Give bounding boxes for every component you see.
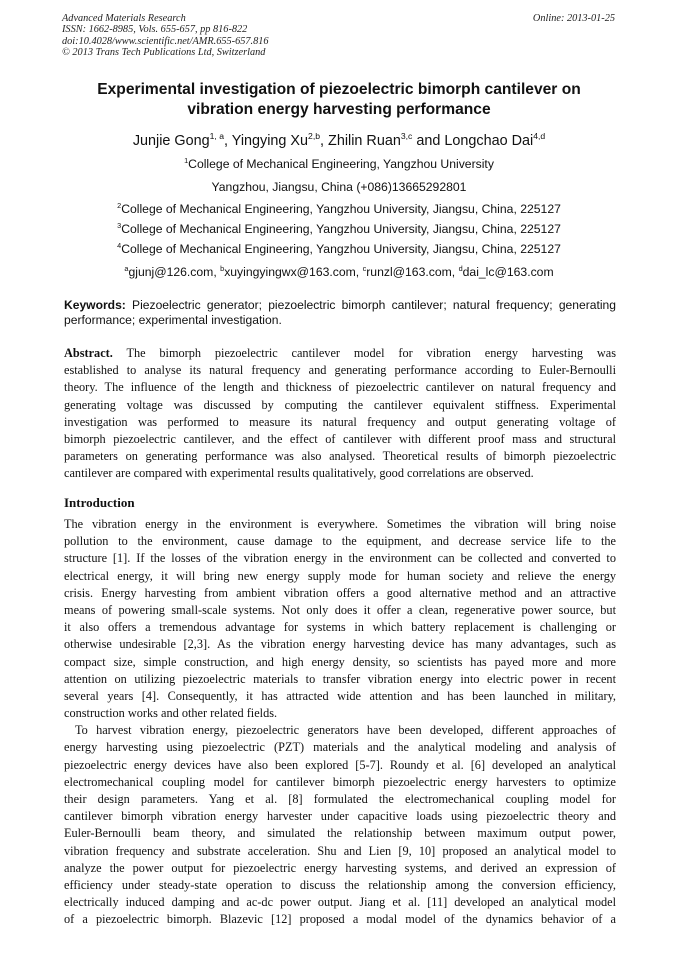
email-address: gjunj@126.com bbox=[128, 265, 214, 279]
journal-name: Advanced Materials Research bbox=[62, 13, 186, 24]
author-sep: and bbox=[412, 133, 445, 149]
abstract-line: cantilever are compared with experimental results qualitatively, good correlations are observed. bbox=[64, 466, 534, 481]
intro-line: The vibration energy in the environment is everywhere. Sometimes the vibration will bring noise bbox=[64, 517, 616, 531]
keywords-text: Piezoelectric generator; piezoelectric bimorph cantilever; natural frequency; generating performance; experimental investigation. bbox=[64, 298, 616, 328]
aff-text: College of Mechanical Engineering, Yangzhou University, Jiangsu, China, 225127 bbox=[121, 242, 561, 256]
email-address: xuyingyingwx@163.com bbox=[224, 265, 356, 279]
journal-header bbox=[62, 13, 269, 59]
intro-line: efficiency under steady-state operation to discuss the relationship among the conversion efficiency, bbox=[64, 877, 616, 892]
abstract-text: The bimorph piezoelectric cantilever model for vibration energy harvesting was bbox=[112, 346, 616, 360]
author-sup: 2,b bbox=[308, 130, 321, 141]
aff-text: College of Mechanical Engineering, Yangzhou University bbox=[188, 157, 494, 171]
email-sup: b bbox=[220, 263, 225, 273]
aff-text: College of Mechanical Engineering, Yangzhou University, Jiangsu, China, 225127 bbox=[121, 222, 561, 236]
abstract-paragraph bbox=[64, 345, 616, 483]
author-sup: 4,d bbox=[533, 130, 546, 141]
intro-line: electrically induced damping and ac-dc power output. Jiang et al. [11] developed an analytical model bbox=[64, 895, 616, 910]
intro-line: their design parameters. Yang et al. [8] formulated the electromechanical coupling model for bbox=[64, 792, 616, 806]
author-list bbox=[62, 132, 616, 150]
intro-line: construction works and other related fields. bbox=[64, 706, 278, 721]
abstract-line bbox=[64, 345, 616, 362]
copyright-line: © 2013 Trans Tech Publications Ltd, Switzerland bbox=[62, 47, 266, 59]
intro-line: energy harvesting using piezoelectric (PZT) materials and the analytical modeling and analysis of bbox=[64, 740, 616, 755]
keywords-paragraph bbox=[64, 298, 616, 328]
email-sup: c bbox=[362, 263, 367, 273]
email-address: runzl@163.com bbox=[366, 265, 452, 279]
author-name: Zhilin Ruan bbox=[328, 133, 401, 149]
affiliation-3 bbox=[62, 222, 616, 237]
doi-line: doi:10.4028/www.scientific.net/AMR.655-657.816 bbox=[62, 35, 269, 47]
intro-line: pollution to the environment, cause damage to the equipment, and decrease service life to the bbox=[64, 534, 616, 549]
email-sup: a bbox=[124, 263, 129, 273]
email-list bbox=[62, 265, 616, 280]
aff-sup: 1 bbox=[184, 155, 189, 165]
title-line-1: Experimental investigation of piezoelectric bimorph cantilever on bbox=[97, 81, 581, 98]
intro-line: means of powering small-scale systems. Not only does it offer a clean, regenerative power source, but bbox=[64, 602, 616, 617]
section-heading-introduction: Introduction bbox=[64, 495, 135, 510]
intro-line: To harvest vibration energy, piezoelectric generators have been developed, different approaches of bbox=[75, 723, 616, 738]
issn-line: ISSN: 1662-8985, Vols. 655-657, pp 816-822 bbox=[62, 24, 248, 36]
abstract-line: bimorph piezoelectric cantilever, and the effect of cantilever with different proof mass and structural bbox=[64, 431, 616, 446]
keywords-label: Keywords: bbox=[64, 298, 126, 312]
intro-line: cantilever bimorph vibration energy harvester under capacitive loads using piezoelectric theory and bbox=[64, 809, 616, 824]
intro-line: it also offers a tremendous advantage for systems in which battery replacement is challenging or bbox=[64, 620, 616, 635]
affiliation-1 bbox=[62, 157, 616, 172]
paper-title bbox=[62, 80, 616, 120]
author-name: Yingying Xu bbox=[231, 133, 309, 149]
author-sep: , bbox=[320, 133, 329, 149]
abstract-label: Abstract. bbox=[64, 346, 113, 360]
email-sep: , bbox=[451, 265, 459, 279]
intro-line: electrical energy, it will bring new energy supply mode for human society and relieve the energy bbox=[64, 568, 616, 583]
affiliation-4 bbox=[62, 242, 616, 257]
introduction-body bbox=[64, 516, 616, 929]
aff-text: College of Mechanical Engineering, Yangzhou University, Jiangsu, China, 225127 bbox=[121, 202, 561, 216]
email-sup: d bbox=[458, 263, 463, 273]
intro-line: of a piezoelectric bimorph. Blazevic [12] proposed a modal model of the dynamics behavior of a bbox=[64, 912, 616, 927]
aff-sup: 2 bbox=[117, 200, 122, 210]
aff-sup: 3 bbox=[117, 220, 122, 230]
author-name: Longchao Dai bbox=[444, 133, 534, 149]
author-name: Junjie Gong bbox=[132, 133, 210, 149]
aff-sup: 4 bbox=[117, 240, 122, 250]
email-sep: , bbox=[355, 265, 363, 279]
affiliation-1-address: Yangzhou, Jiangsu, China (+086)13665292801 bbox=[211, 180, 467, 194]
abstract-line: theory. The influence of the length and thickness of piezoelectric cantilever on natural frequency and bbox=[64, 380, 616, 395]
abstract-line: established to analyse its natural frequency and generating performance according to Euler-Bernoulli bbox=[64, 363, 616, 378]
intro-line: Euler-Bernoulli beam theory, and simulated the relationship between maximum output power, bbox=[64, 826, 616, 841]
abstract-line: generating voltage was discussed by computing the cantilever equivalent stiffness. Experimental bbox=[64, 397, 616, 412]
intro-line: otherwise undesirable [2,3]. As the vibration energy harvesting device has many advantages, such as bbox=[64, 637, 616, 652]
online-date: Online: 2013-01-25 bbox=[532, 13, 615, 24]
affiliation-2 bbox=[62, 202, 616, 217]
email-sep: , bbox=[213, 265, 221, 279]
intro-line: compact size, simple construction, and high energy density, so scientists has payed more and more bbox=[64, 654, 616, 669]
intro-line: attention on utilizing piezoelectric materials to transfer vibration energy into electric power in recent bbox=[64, 671, 616, 686]
intro-line: structure [1]. If the losses of the vibration energy in the environment can be collected and converted to bbox=[64, 551, 616, 566]
intro-line: analyze the power output for piezoelectric energy harvesting systems, and derived an expression of bbox=[64, 860, 616, 875]
intro-line: electromechanical coupling model for cantilever bimorph piezoelectric energy harvesters to optimize bbox=[64, 774, 616, 789]
email-address: dai_lc@163.com bbox=[462, 265, 554, 279]
abstract-line: investigation was performed to measure its natural frequency and output generating voltage of bbox=[64, 414, 616, 429]
author-sup: 3,c bbox=[400, 130, 413, 141]
abstract-line: parameters on generating performance was also analysed. Theoretical results of bimorph piezoelectric bbox=[64, 449, 616, 464]
author-sep: , bbox=[224, 133, 232, 149]
intro-line: vibration frequency and substrate acceleration. Shu and Lien [9, 10] proposed an analytical model to bbox=[64, 843, 616, 858]
title-line-2: vibration energy harvesting performance bbox=[187, 101, 491, 118]
intro-line: several years [4]. Consequently, it has attracted wide attention and has been launched in military, bbox=[64, 688, 616, 703]
intro-line: piezoelectric energy devices have also been explored [5-7]. Roundy et al. [6] developed an analytical bbox=[64, 757, 616, 772]
author-sup: 1, a bbox=[209, 130, 225, 141]
intro-line: crisis. Energy harvesting from ambient vibration offers a good alternative method and an attractive bbox=[64, 585, 616, 600]
